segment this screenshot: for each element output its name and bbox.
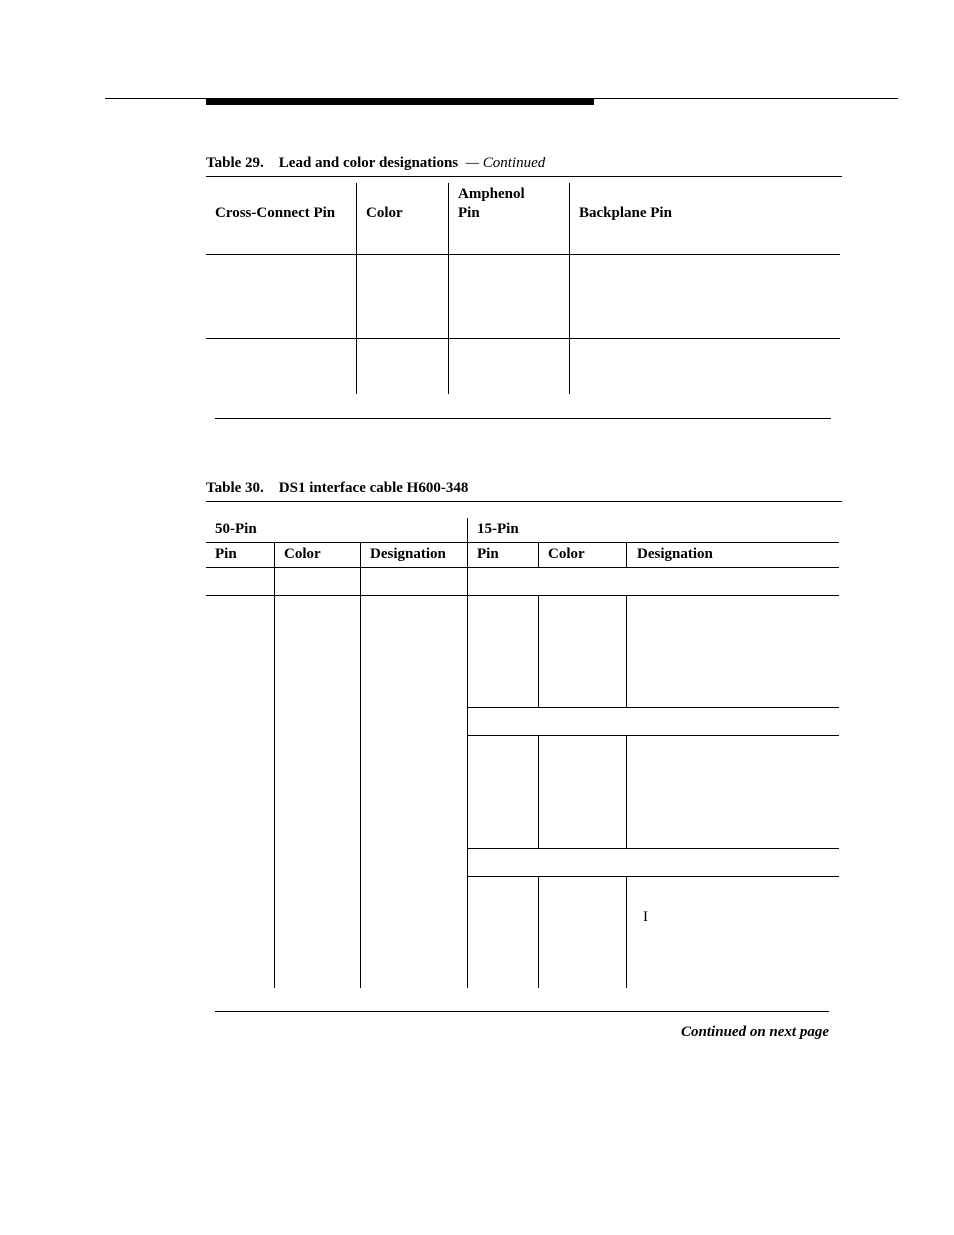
table30-col-divider-15-2d <box>626 877 627 988</box>
table29-continued: — Continued <box>465 155 546 171</box>
table30-col-divider-15-1a <box>538 543 539 568</box>
table30-group-15pin: 15-Pin <box>477 521 519 537</box>
table30-col-divider-15-2a <box>626 543 627 568</box>
continued-on-next-page: Continued on next page <box>681 1024 829 1040</box>
table30-col-divider-15-1d <box>538 877 539 988</box>
table30-col-divider-50-2 <box>360 543 361 988</box>
table29-bottom-rule <box>215 418 831 419</box>
table30-col-divider-15-2c <box>626 736 627 848</box>
table30-col-divider-15-2b <box>626 596 627 707</box>
table30-header-50-color: Color <box>284 546 321 562</box>
table30-row-rule-5 <box>467 876 839 877</box>
table29-caption <box>206 155 545 172</box>
table29-col-divider-3 <box>569 183 570 394</box>
table30-row-rule-2 <box>467 707 839 708</box>
table30-row-rule-3 <box>467 735 839 736</box>
table30-header-15-color: Color <box>548 546 585 562</box>
table30-header-15-pin: Pin <box>477 546 499 562</box>
table30-row-rule-1 <box>206 595 839 596</box>
table29-header-rule <box>206 254 840 255</box>
table29-row-rule <box>206 338 840 339</box>
page-header-bar <box>206 99 594 105</box>
table30-col-divider-50-1 <box>274 543 275 988</box>
table30-group-50pin: 50-Pin <box>215 521 257 537</box>
table30-col-divider-15-1c <box>538 736 539 848</box>
table30-caption <box>206 480 468 497</box>
table29-col-divider-2 <box>448 183 449 394</box>
table29-col-divider-1 <box>356 183 357 394</box>
table30-header-rule <box>206 567 839 568</box>
table30-top-rule <box>206 501 842 502</box>
table30-number: Table 30. <box>206 480 264 496</box>
table29-header-color: Color <box>366 205 403 221</box>
table30-header-15-designation: Designation <box>637 546 713 562</box>
table30-header-50-designation: Designation <box>370 546 446 562</box>
table30-group-divider <box>467 518 468 988</box>
table29-top-rule <box>206 176 842 177</box>
table29-title: Lead and color designations <box>278 155 459 171</box>
table29-header-cross-connect-pin: Cross-Connect Pin <box>215 205 336 221</box>
table30-col-divider-15-1b <box>538 596 539 707</box>
table30-stray-mark: I <box>643 909 648 925</box>
table29-header-backplane-pin: Backplane Pin <box>579 205 672 221</box>
table30-row-rule-4 <box>467 848 839 849</box>
table29-number: Table 29. <box>206 155 264 171</box>
table29-header-amphenol-line1: Amphenol <box>458 186 525 202</box>
table30-bottom-rule <box>215 1011 829 1012</box>
table30-title: DS1 interface cable H600-348 <box>278 480 469 496</box>
table30-group-rule <box>206 542 839 543</box>
table29-header-amphenol-line2: Pin <box>458 205 480 221</box>
table30-header-50-pin: Pin <box>215 546 237 562</box>
